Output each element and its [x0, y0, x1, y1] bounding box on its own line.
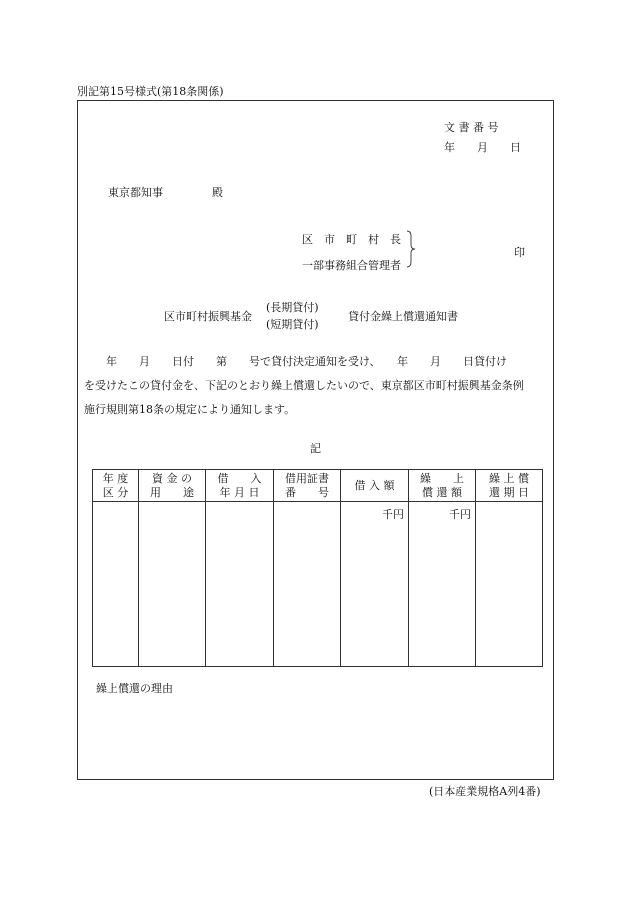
title-notice-name: 貸付金繰上償還通知書	[348, 310, 458, 323]
title-option-long-term: (長期貸付)	[266, 301, 319, 314]
date-label: 年 月 日	[444, 141, 521, 154]
cell-fiscal-year[interactable]	[93, 502, 139, 667]
document-number-label: 文 書 番 号	[444, 121, 499, 134]
unit-thousand-yen: 千円	[382, 508, 404, 521]
header-repayment-date: 繰 上 償 還 期 日	[476, 470, 543, 502]
title-option-short-term: (短期貸付)	[266, 318, 319, 331]
header-fund-purpose: 資 金 の 用 途	[139, 470, 206, 502]
repayment-table	[92, 469, 543, 667]
addressee-honorific: 殿	[212, 186, 223, 199]
cell-repayment-date[interactable]	[476, 502, 543, 667]
header-borrowed-amount: 借 入 額	[341, 470, 409, 502]
sender-association-label: 一部事務組合管理者	[302, 259, 401, 272]
header-bond-number: 借用証書 番 号	[274, 470, 341, 502]
reason-label: 繰上償還の理由	[96, 682, 173, 695]
header-fiscal-year: 年 度 区 分	[93, 470, 139, 502]
unit-thousand-yen: 千円	[449, 508, 471, 521]
cell-borrowed-amount[interactable]	[341, 502, 409, 667]
cell-fund-purpose[interactable]	[139, 502, 206, 667]
sender-mayor-label: 区 市 町 村 長	[302, 233, 401, 246]
table-header-row	[93, 470, 543, 502]
cell-repayment-amount[interactable]	[409, 502, 476, 667]
body-line-3: 施行規則第18条の規定により通知します。	[84, 403, 296, 416]
ki-label: 記	[310, 442, 321, 455]
form-label: 別記第15号様式(第18条関係)	[77, 85, 224, 98]
table-row	[93, 502, 543, 667]
title-fund-name: 区市町村振興基金	[164, 310, 252, 323]
header-repayment-amount: 繰 上 償 還 額	[409, 470, 476, 502]
cell-borrowing-date[interactable]	[206, 502, 274, 667]
body-line-2: を受けたこの貸付金を、下記のとおり繰上償還したいので、東京都区市町村振興基金条例	[84, 379, 524, 392]
footer-paper-size: (日本産業規格A列4番)	[429, 785, 541, 798]
right-brace-icon	[406, 230, 416, 268]
addressee-name: 東京都知事	[108, 186, 163, 199]
seal-mark: 印	[514, 246, 525, 259]
body-line-1: 年 月 日付 第 号で貸付決定通知を受け、 年 月 日貸付け	[84, 355, 508, 368]
header-borrowing-date: 借 入 年 月 日	[206, 470, 274, 502]
cell-bond-number[interactable]	[274, 502, 341, 667]
